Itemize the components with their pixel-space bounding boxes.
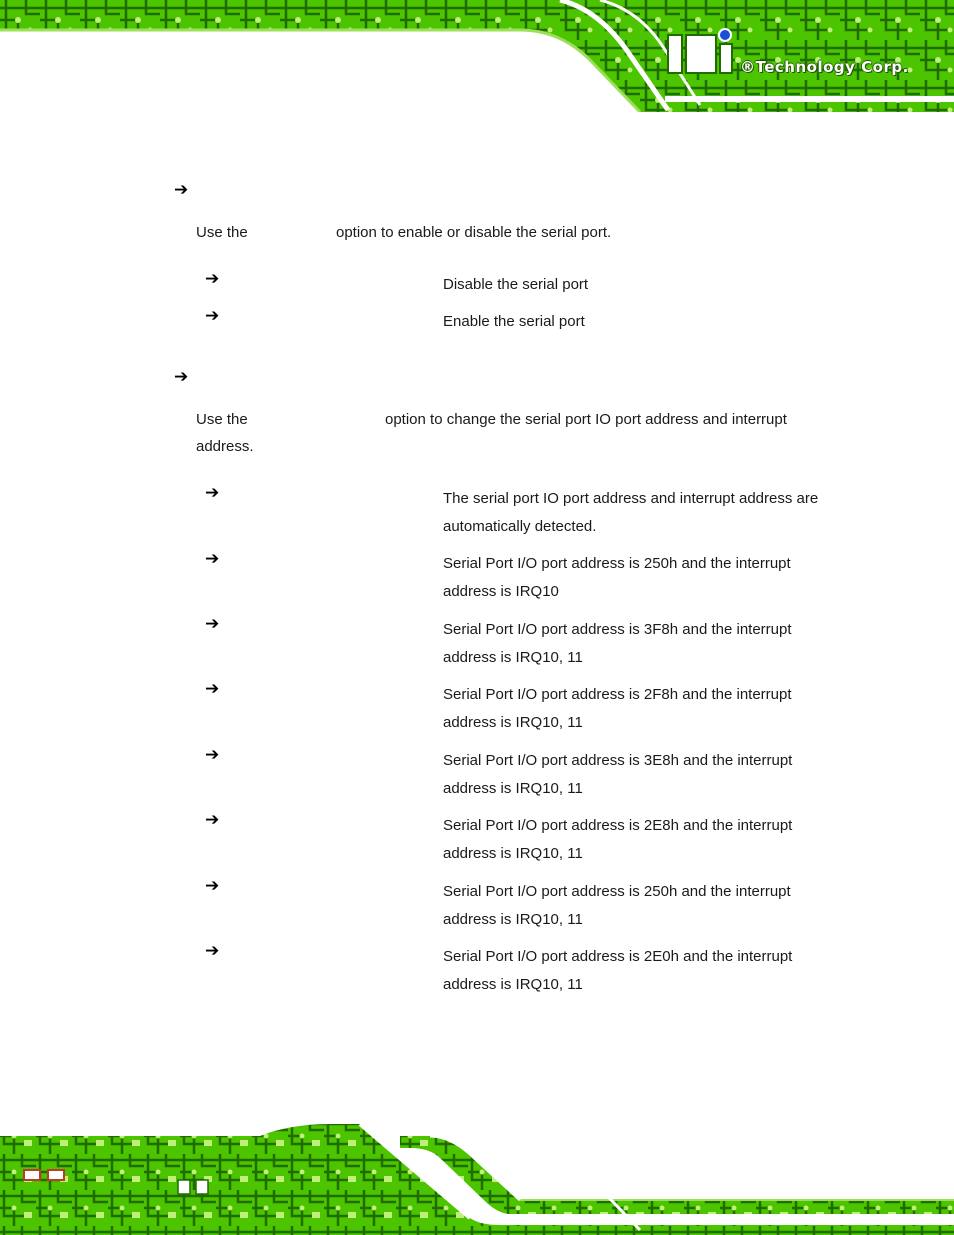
section2-intro-line2: address. bbox=[196, 438, 254, 455]
option-bullet: ➔ bbox=[205, 679, 220, 699]
section-bullet: ➔ bbox=[174, 367, 189, 387]
option-bullet: ➔ bbox=[205, 483, 220, 503]
header-banner bbox=[0, 0, 954, 112]
iei-logo bbox=[668, 29, 732, 73]
option-bullet: ➔ bbox=[205, 876, 220, 896]
option-description: Serial Port I/O port address is 3F8h and the interrupt address is IRQ10, 11 bbox=[443, 621, 792, 666]
option-description: Disable the serial port bbox=[443, 276, 589, 293]
option-bullet: ➔ bbox=[205, 306, 220, 326]
option-description: Serial Port I/O port address is 2E0h and the interrupt address is IRQ10, 11 bbox=[443, 948, 793, 993]
section2-intro-prefix: Use the bbox=[196, 411, 248, 428]
option-description: The serial port IO port address and interrupt address are automatically detected. bbox=[443, 490, 819, 535]
option-description: Serial Port I/O port address is 2F8h and the interrupt address is IRQ10, 11 bbox=[443, 686, 792, 731]
option-description: Serial Port I/O port address is 2E8h and the interrupt address is IRQ10, 11 bbox=[443, 817, 793, 862]
option-description: Serial Port I/O port address is 250h and the interrupt address is IRQ10, 11 bbox=[443, 883, 791, 928]
option-bullet: ➔ bbox=[205, 269, 220, 289]
brand-text: ®Technology Corp. bbox=[740, 58, 909, 76]
section-bullet: ➔ bbox=[174, 180, 189, 200]
option-description: Serial Port I/O port address is 250h and the interrupt address is IRQ10 bbox=[443, 555, 791, 600]
section1-intro-suffix: option to enable or disable the serial port. bbox=[336, 224, 612, 241]
footer-banner bbox=[0, 1118, 954, 1235]
option-bullet: ➔ bbox=[205, 614, 220, 634]
option-description: Enable the serial port bbox=[443, 313, 585, 330]
option-description: Serial Port I/O port address is 3E8h and the interrupt address is IRQ10, 11 bbox=[443, 752, 793, 797]
option-bullet: ➔ bbox=[205, 745, 220, 765]
option-bullet: ➔ bbox=[205, 941, 220, 961]
option-bullet: ➔ bbox=[205, 549, 220, 569]
option-bullet: ➔ bbox=[205, 810, 220, 830]
section2-intro-suffix: option to change the serial port IO port address and interrupt bbox=[385, 411, 787, 428]
section1-intro-prefix: Use the bbox=[196, 224, 248, 241]
